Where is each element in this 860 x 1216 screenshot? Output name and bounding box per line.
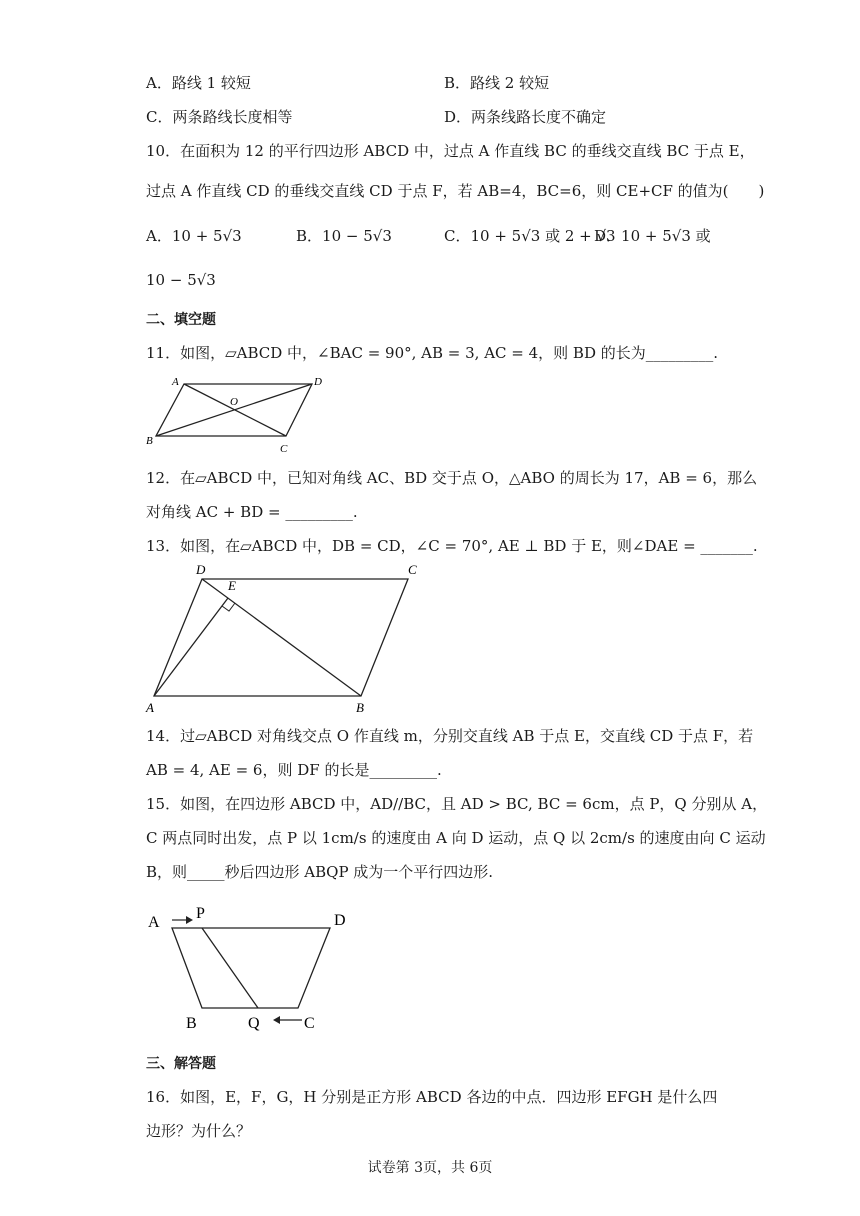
q15-label-d: D [334,912,346,929]
q15-label-p: P [196,905,205,922]
q11-parallelogram-figure [140,372,340,458]
q10-option-a: A．10 + 5√3 [146,227,242,245]
q10-option-c: C．10 + 5√3 或 2 + √3 [444,227,616,245]
page-footer: 试卷第 3页，共 6页 [367,1160,493,1176]
q11-label-a: A [172,376,179,388]
q10-option-d-continued: 10 − 5√3 [146,271,216,289]
q15-label-q: Q [248,1015,260,1032]
q10-stem-line1: 10．在面积为 12 的平行四边形 ABCD 中，过点 A 作直线 BC 的垂线交直线 BC 于点 E， [146,142,755,160]
q15-label-a: A [148,914,160,931]
q13-label-d: D [196,562,206,577]
q11-label-d: D [314,376,322,388]
q16-stem-line1: 16．如图，E，F，G，H 分别是正方形 ABCD 各边的中点．四边形 EFGH 是什么四 [146,1088,718,1106]
q14-stem-line2: AB = 4, AE = 6，则 DF 的长是_________. [146,761,442,779]
q10-option-d: D．10 + 5√3 或 [594,227,711,245]
section-fill-in-heading: 二、填空题 [146,312,216,328]
q12-stem-line2: 对角线 AC + BD = _________. [146,503,358,521]
q13-label-c: C [408,562,417,577]
q10-stem-line2: 过点 A 作直线 CD 的垂线交直线 CD 于点 F，若 AB=4，BC=6，则 CE+CF 的值为( ) [146,182,765,200]
q9-option-c: C．两条路线长度相等 [146,108,293,126]
q15-stem-line2: C 两点同时出发，点 P 以 1cm/s 的速度由 A 向 D 运动，点 Q 以 2cm/s 的速度由向 C 运动 [146,829,766,847]
q9-option-b: B．路线 2 较短 [444,74,550,92]
q11-label-b: B [146,435,153,447]
q15-stem-line1: 15．如图，在四边形 ABCD 中，AD//BC，且 AD > BC, BC = 6cm，点 P，Q 分别从 A， [146,795,768,813]
q13-stem: 13．如图，在▱ABCD 中，DB = CD，∠C = 70°, AE ⊥ BD 于 E，则∠DAE = _______. [146,537,758,555]
q15-stem-line3: B，则_____秒后四边形 ABQP 成为一个平行四边形. [146,863,494,881]
q12-stem-line1: 12．在▱ABCD 中，已知对角线 AC、BD 交于点 O，△ABO 的周长为 17，AB = 6，那么 [146,469,758,487]
q10-option-b: B．10 − 5√3 [296,227,392,245]
section-answer-heading: 三、解答题 [146,1056,216,1072]
q13-parallelogram-figure [140,560,440,720]
q9-option-a: A．路线 1 较短 [146,74,251,92]
q15-label-c: C [304,1015,315,1032]
q14-stem-line1: 14．过▱ABCD 对角线交点 O 作直线 m，分别交直线 AB 于点 E，交直线 CD 于点 F，若 [146,727,754,745]
q9-option-d: D．两条线路长度不确定 [444,108,607,126]
q13-label-a: A [146,700,154,715]
q11-label-o: O [230,396,238,408]
q13-label-e: E [228,578,236,593]
q15-label-b: B [186,1015,197,1032]
q11-label-c: C [280,443,288,455]
q13-label-b: B [356,700,364,715]
q11-stem: 11．如图，▱ABCD 中，∠BAC = 90°, AB = 3, AC = 4，则 BD 的长为_________. [146,344,719,362]
q15-trapezoid-figure [140,900,370,1035]
q16-stem-line2: 边形？为什么？ [146,1122,252,1140]
